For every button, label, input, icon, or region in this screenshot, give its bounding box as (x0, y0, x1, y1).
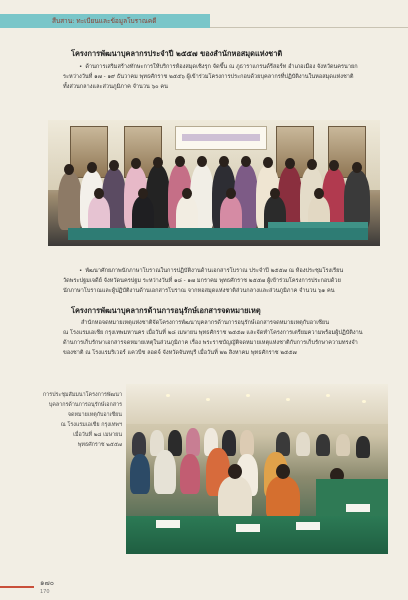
caption-line: การประชุมสัมมนาโครงการพัฒนา (42, 392, 122, 398)
section3-line-4: ของชาติ ณ โรงแรมริเวอร์ แควบีช ลอดจ์ จังหวัดจันทบุรี เมื่อวันที่ ๒๒ สิงหาคม พุทธศักราช ๒๕๕๗ (63, 350, 297, 356)
header-text: สืบสาน: ทะเบียนและข้อมูลโบราณคดี (52, 17, 157, 25)
section3-paragraph (63, 318, 391, 358)
bullet-icon: • (79, 268, 83, 274)
section3-line-1: สำนักหอจดหมายเหตุแห่งชาติจัดโครงการพัฒนาบุคลากรด้านการอนุรักษ์เอกสารจดหมายเหตุกับอาเซียน (81, 320, 330, 326)
section2-line-2: วัดพระปฐมเจดีย์ จังหวัดนครปฐม ระหว่างวันที่ ๑๘ - ๑๗ มกราคม พุทธศักราช ๒๕๕๗ ผู้เข้าร่วมโครงการประกอบด้วย (63, 278, 341, 284)
photo-caption (34, 390, 122, 450)
page-number: 170 (40, 589, 50, 595)
caption-line: พุทธศักราช ๒๕๕๗ (77, 442, 122, 448)
group-photo (48, 120, 380, 246)
section1-line-3: ทั้งส่วนกลางและส่วนภูมิภาค จำนวน ๖๐ คน (63, 84, 168, 90)
caption-line: ณ โรงแรมเอเชีย กรุงเทพฯ (60, 422, 122, 428)
bullet-icon: • (79, 64, 83, 70)
section3-title: โครงการพัฒนาบุคลากรด้านการอนุรักษ์เอกสารจดหมายเหตุ (71, 306, 261, 315)
page-number-thai: ๑๗๐ (40, 579, 54, 587)
header-rule (210, 27, 408, 28)
section2-paragraph (63, 266, 391, 296)
footer-accent-bar (0, 586, 34, 588)
section3-line-3: ด้านการเก็บรักษาเอกสารจดหมายเหตุในส่วนภูมิภาค เรื่อง พระราชบัญญัติจดหมายเหตุแห่งชาติกับการเก็บรักษาความทรงจำ (63, 340, 358, 346)
section2-line-3: นักภาษาโบราณและผู้ปฏิบัติงานด้านเอกสารโบราณ จากหอสมุดแห่งชาติส่วนกลางและส่วนภูมิภาค จำนวน ๖๑ คน (63, 288, 335, 294)
section1-title: โครงการพัฒนาบุคลากรประจำปี ๒๕๕๗ ของสำนักหอสมุดแห่งชาติ (71, 49, 283, 58)
section3-line-2: ณ โรงแรมเอเชีย กรุงเทพมหานคร เมื่อวันที่ ๒๘ เมษายน พุทธศักราช ๒๕๕๗ และจัดทำโครงการเตรียมความพร้อมผู้ปฏิบัติงาน (63, 330, 363, 336)
section1-line-2: ระหว่างวันที่ ๑๗ - ๑๙ ธันวาคม พุทธศักราช ๒๕๕๖ ผู้เข้าร่วมโครงการประกอบด้วยบุคลากรที่ปฏิบัติงานในหอสมุดแห่งชาติ (63, 74, 354, 80)
photo-ceiling (126, 384, 388, 424)
seminar-photo (126, 384, 388, 554)
section1-paragraph (63, 62, 391, 92)
caption-line: เมื่อวันที่ ๒๘ เมษายน (73, 432, 122, 438)
section1-line-1: • ด้านการเสริมสร้างทักษะการให้บริการห้องสมุดเชิงรุก จัดขึ้น ณ ภูธาราแกรนด์รีสอร์ท อำเภอเมือง จังหวัดนครนายก (79, 64, 358, 70)
caption-line: จดหมายเหตุกับอาเซียน (67, 412, 122, 418)
photo-banner (175, 126, 267, 150)
section2-line-1: • พัฒนาศักยภาพนักภาษาโบราณในการปฏิบัติงานด้านเอกสารโบราณ ประจำปี ๒๕๕๗ ณ ห้องประชุมโรงเรียน (79, 268, 344, 274)
photo-table (68, 228, 368, 240)
caption-line: บุคลากรด้านการอนุรักษ์เอกสาร (48, 402, 122, 408)
